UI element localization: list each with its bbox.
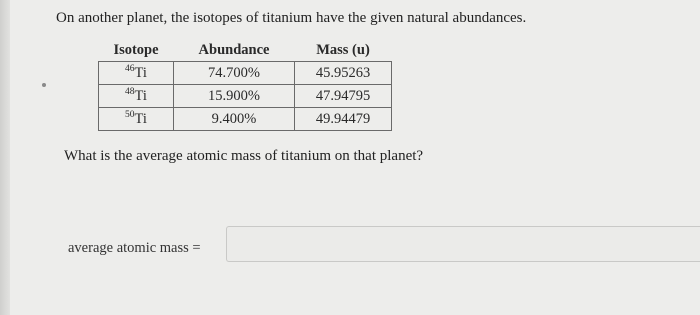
mass-cell: 49.94479 xyxy=(295,108,392,131)
screen-edge xyxy=(0,0,10,315)
mass-number: 48 xyxy=(125,87,135,97)
isotope-cell xyxy=(99,85,174,108)
mass-cell: 45.95263 xyxy=(295,62,392,85)
question-text: On another planet, the isotopes of titanium have the given natural abundances. xyxy=(56,10,527,26)
isotope-cell xyxy=(99,62,174,85)
answer-label: average atomic mass = xyxy=(68,240,201,256)
table-row xyxy=(99,85,392,108)
abundance-cell: 74.700% xyxy=(174,62,295,85)
isotope-table xyxy=(98,38,392,131)
table-row xyxy=(99,108,392,131)
abundance-cell: 15.900% xyxy=(174,85,295,108)
element-symbol: Ti xyxy=(134,88,147,104)
mass-number: 50 xyxy=(125,110,135,120)
header-abundance: Abundance xyxy=(174,39,295,62)
element-symbol: Ti xyxy=(134,111,147,127)
isotope-cell xyxy=(99,108,174,131)
table-row xyxy=(99,62,392,85)
question-card xyxy=(10,0,700,315)
mass-cell: 47.94795 xyxy=(295,85,392,108)
element-symbol: Ti xyxy=(134,65,147,81)
sub-question-text: What is the average atomic mass of titanium on that planet? xyxy=(64,148,424,164)
mass-number: 46 xyxy=(125,64,135,74)
header-isotope: Isotope xyxy=(99,39,174,62)
table-header-row xyxy=(99,39,392,62)
bullet-dot-icon xyxy=(42,83,46,87)
abundance-cell: 9.400% xyxy=(174,108,295,131)
average-atomic-mass-input[interactable] xyxy=(226,226,700,262)
header-mass: Mass (u) xyxy=(295,39,392,62)
